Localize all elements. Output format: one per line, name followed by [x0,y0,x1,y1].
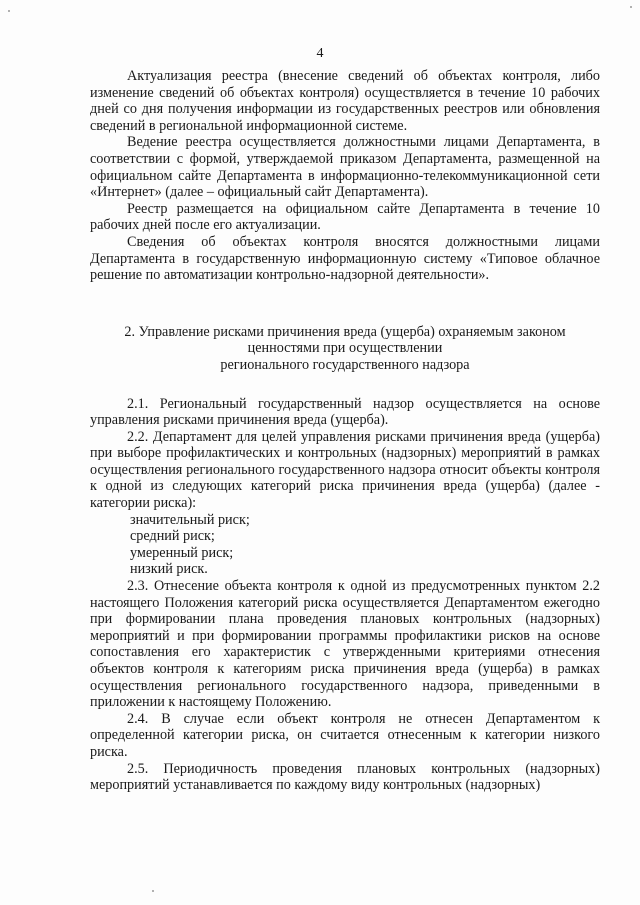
paragraph-registry-maintenance: Ведение реестра осуществляется должностными лицами Департамента, в соответствии с формой, утверждаемой приказом Департамента, размещенной на официальном сайте Департамента в информационно-телекоммуникационной сети «Интернет» (далее – официальный сайт Департамента). [90,134,600,201]
risk-category-list [90,512,600,578]
scan-artifact [152,890,154,892]
paragraph-2-3: 2.3. Отнесение объекта контроля к одной из предусмотренных пунктом 2.2 настоящего Положения категорий риска осуществляется Департаментом ежегодно при формировании плана проведения плановых контрольных (надзорных) мероприятий и при формировании программы профилактики рисков на основе сопоставления его характеристик с утвержденными критериями отнесения объектов контроля к категориям риска причинения вреда (ущерба) в рамках осуществления регионального государственного надзора, приведенными в приложении к настоящему Положению. [90,578,600,711]
list-item: средний риск; [130,528,215,545]
scan-artifact [8,10,10,12]
list-item: умеренный риск; [130,544,234,561]
list-item: значительный риск; [130,511,250,528]
page-number: 4 [316,46,324,61]
section-heading [90,324,600,374]
section-heading-line-2: ценностями при осуществлении [247,340,443,357]
scan-artifact [630,6,632,8]
paragraph-registry-update: Актуализация реестра (внесение сведений об объектах контроля, либо изменение сведений об объектах контроля) осуществляется в течение 10 рабочих дней со дня получения информации из государственных реестров или обновления сведений в региональной информационной системе. [90,68,600,134]
section-heading-line-1: 2. Управление рисками причинения вреда (ущерба) охраняемым законом [124,323,566,340]
paragraph-2-4: 2.4. В случае если объект контроля не отнесен Департаментом к определенной категории риска, он считается отнесенным к категории низкого риска. [90,710,600,760]
section-heading-line-3: регионального государственного надзора [220,356,470,373]
document-body [90,68,600,794]
paragraph-2-1: 2.1. Региональный государственный надзор осуществляется на основе управления рисками причинения вреда (ущерба). [90,395,600,429]
paragraph-registry-publication: Реестр размещается на официальном сайте Департамента в течение 10 рабочих дней после его актуализации. [90,200,600,234]
paragraph-registry-information-system: Сведения об объектах контроля вносятся должностными лицами Департамента в государственную информационную систему «Типовое облачное решение по автоматизации контрольно-надзорной деятельности». [90,233,600,284]
list-item: низкий риск. [130,561,208,578]
paragraph-2-2: 2.2. Департамент для целей управления рисками причинения вреда (ущерба) при выборе профилактических и контрольных (надзорных) мероприятий в рамках осуществления регионального государственного надзора относит объекты контроля к одной из следующих категорий риска причинения вреда (ущерба) (далее - категории риска): [90,428,600,512]
paragraph-2-5: 2.5. Периодичность проведения плановых контрольных (надзорных) мероприятий устанавливается по каждому виду контрольных (надзорных) [90,760,600,794]
